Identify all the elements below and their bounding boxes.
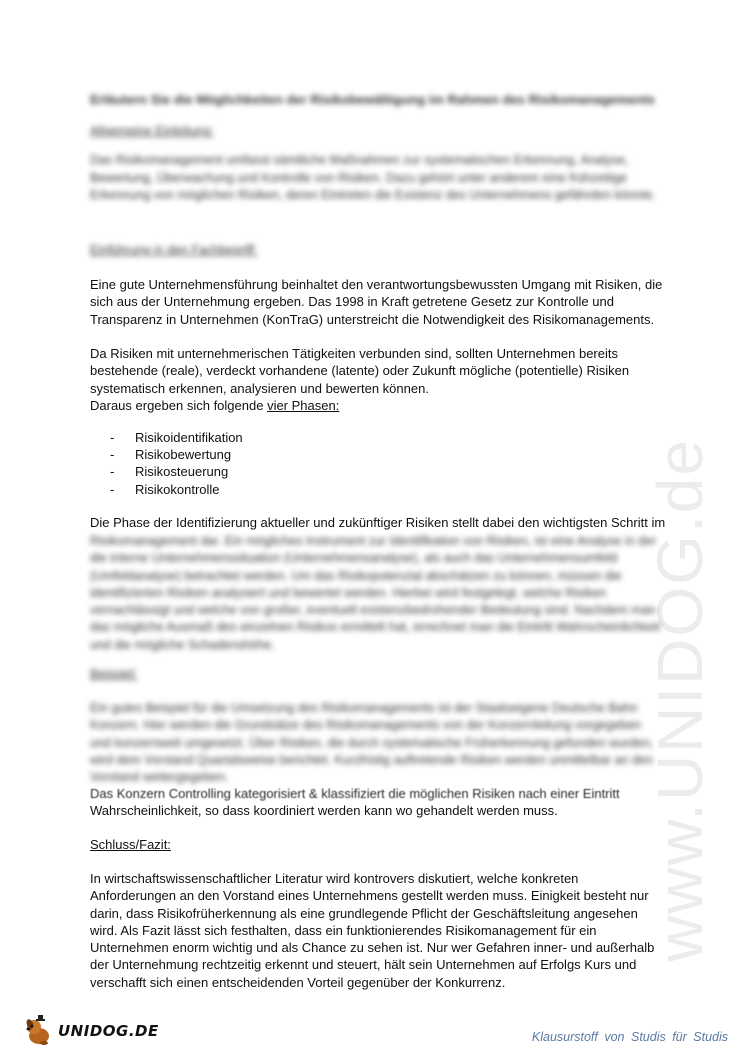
paragraph-1 (90, 276, 665, 328)
section-label: Einführung in den Fachbegriff: (90, 243, 258, 257)
phases-intro (90, 397, 665, 414)
intro-label: Allgemeine Einleitung: (90, 124, 214, 138)
paragraph-3-blurred: Risikomanagement dar. Ein mögliches Instrument zur Identifikation von Risiken, ist eine Analyse in der die interne Unternehmenssituation (Unternehmensanalyse), als auch das Unternehmensumfeld (Umfeldanalyse) betrachtet werden. Um das Risikopotenzial abschätzen zu können, müssen die identifizierten Risiken analysiert und bewertet werden. Hierbei wird festgelegt, welche Risiken vernachlässigt und welche von großer, eventuell existenzbedrohender Bedeutung sind. Nachdem man das mögliche Ausmaß des einzelnen Risikos ermittelt hat, errechnet man die Eintritt Wahrscheinlichkeit und die mögliche Schadenshöhe. (90, 534, 660, 652)
paragraph-2 (90, 345, 665, 414)
document-heading: Erläutern Sie die Möglichkeiten der Risikobewältigung im Rahmen des Risikomanagements (90, 92, 655, 107)
footer-tagline: Klausurstoff von Studis für Studis (531, 1030, 728, 1044)
unidog-logo (22, 1014, 159, 1048)
example-label: Beispiel: (90, 667, 138, 681)
phases-intro-link: vier Phasen: (267, 397, 340, 413)
dog-icon (22, 1014, 56, 1048)
list-item: - Risikobewertung (110, 446, 243, 463)
phases-list (110, 429, 243, 498)
list-item: - Risikokontrolle (110, 481, 243, 498)
intro-text: Das Risikomanagement umfasst sämtliche Maßnahmen zur systematischen Erkennung, Analyse, Bewertung, Überwachung und Kontrolle von Risiken. Dazu gehört unter anderem eine frühzeitige Erkennung von möglichen Risiken, deren Eintreten die Existenz des Unternehmens gefährden könnte. (90, 153, 656, 202)
paragraph-2-text: Da Risiken mit unternehmerischen Tätigkeiten verbunden sind, sollten Unternehmen bereits bestehende (reale), verdeckt vorhandene (latente) oder Zukunft mögliche (potentielle) Risiken systematisch erkennen, analysieren und bewerten können. (90, 346, 630, 396)
logo-text: UNIDOG.DE (58, 1022, 159, 1040)
example-clear-line-1: Das Konzern Controlling kategorisiert & klassifiziert die möglichen Risiken nach einer Eintritt (90, 786, 620, 801)
paragraph-3 (90, 514, 665, 531)
conclusion-label-text: Schluss/Fazit: (90, 837, 171, 852)
paragraph-1-text: Eine gute Unternehmensführung beinhaltet den verantwortungsbewussten Umgang mit Risiken, die sich aus der Unternehmung ergeben. Das 1998 in Kraft getretene Gesetz zur Kontrolle und Transparenz in Unternehmen (KonTraG) unterstreicht die Notwendigkeit des Risikomanagements. (90, 277, 663, 327)
conclusion (90, 870, 665, 991)
example-blurred: Ein gutes Beispiel für die Umsetzung des Risikomanagements ist der Staatseigene Deutsche Bahn Konzern. Hier werden die Grundsätze des Risikomanagements von der Konzernleitung vorgegeben und konzernweit umgesetzt. Über Risiken, die durch systematische Früherkennung gefunden wurden, wird dem Vorstand Quartalsweise berichtet. Kurzfristig auftretende Risiken werden unmittelbar an den Vorstand weitergegeben. (90, 701, 654, 785)
list-item: - Risikosteuerung (110, 463, 243, 480)
conclusion-text: In wirtschaftswissenschaftlicher Literatur wird kontrovers diskutiert, welche konkreten Anforderungen an den Vorstand eines Unternehmens gestellt werden muss. Einigkeit besteht nur darin, dass Risikofrüherkennung als eine grundlegende Pflicht der Geschäftsleitung angesehen wird. Als Fazit lässt sich festhalten, dass ein funktionierendes Risikomanagement für ein Unternehmen enorm wichtig und als Chance zu sehen ist. Nur wer Gefahren inner- und außerhalb der Unternehmung rechtzeitig erkennt und steuert, hält sein Unternehmen auf Erfolgs Kurs und verschafft sich einen entscheidenden Vorteil gegenüber der Konkurrenz. (90, 871, 655, 990)
conclusion-label (90, 836, 665, 853)
paragraph-3-first-line: Die Phase der Identifizierung aktueller und zukünftiger Risiken stellt dabei den wichtigsten Schritt im (90, 515, 666, 530)
example-clear (90, 785, 665, 820)
example-clear-line-2: Wahrscheinlichkeit, so dass koordiniert werden kann wo gehandelt werden muss. (90, 803, 558, 819)
list-item: - Risikoidentifikation (110, 429, 243, 446)
phases-intro-text: Daraus ergeben sich folgende (90, 397, 268, 413)
watermark-text: www.UNIDOG.de (644, 438, 716, 962)
